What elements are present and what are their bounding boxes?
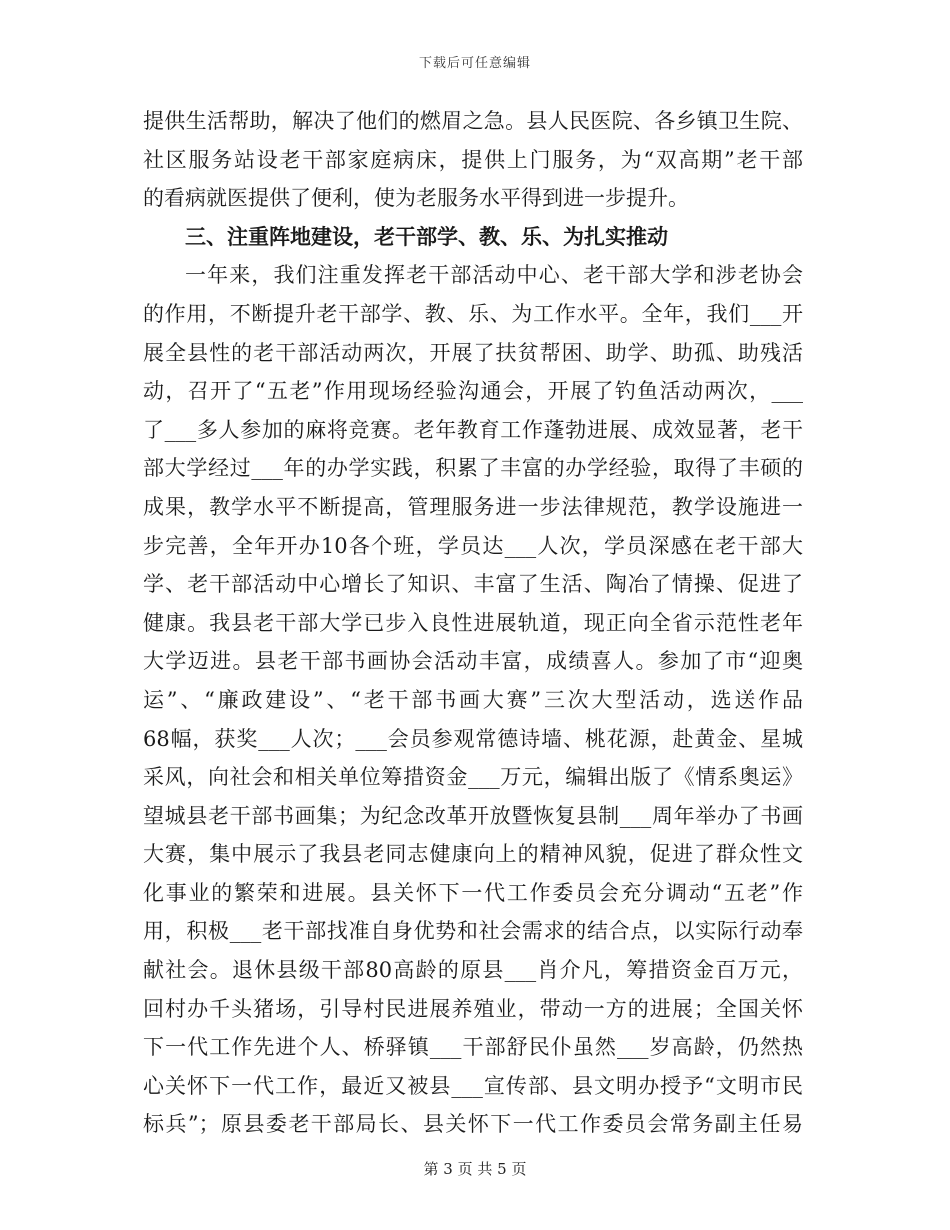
- text-line: 运”、“廉政建设”、“老干部书画大赛”三次大型活动，选送作品: [143, 687, 803, 712]
- text-line: 步完善，全年开办10各个班，学员达___人次，学员深感在老干部大: [143, 533, 803, 558]
- text-line: 用，积极___老干部找准自身优势和社会需求的结合点，以实际行动奉: [143, 919, 803, 944]
- section-heading: 三、注重阵地建设，老干部学、教、乐、为扎实推动: [185, 223, 668, 249]
- text-line: 部大学经过___年的办学实践，积累了丰富的办学经验，取得了丰硕的: [143, 456, 803, 481]
- text-line: 学、老干部活动中心增长了知识、丰富了生活、陶冶了情操、促进了: [143, 572, 803, 597]
- text-line: 献社会。退休县级干部80高龄的原县___肖介凡，筹措资金百万元，: [143, 958, 803, 983]
- text-line: 展全县性的老干部活动两次，开展了扶贫帮困、助学、助孤、助残活: [143, 340, 803, 365]
- text-line: 提供生活帮助，解决了他们的燃眉之急。县人民医院、各乡镇卫生院、: [143, 109, 803, 133]
- page-header: 下载后可任意编辑: [418, 56, 531, 71]
- text-line: 了___多人参加的麻将竞赛。老年教育工作蓬勃进展、成效显著，老干: [143, 417, 803, 442]
- text-line: 标兵”；原县委老干部局长、县关怀下一代工作委员会常务副主任易: [143, 1112, 803, 1137]
- text-line: 大学迈进。县老干部书画协会活动丰富，成绩喜人。参加了市“迎奥: [143, 649, 803, 674]
- text-line: 68幅，获奖___人次；___会员参观常德诗墙、桃花源，赴黄金、星城: [143, 726, 803, 751]
- text-line: 社区服务站设老干部家庭病床，提供上门服务，为“双高期”老干部: [143, 147, 803, 172]
- text-line: 大赛，集中展示了我县老同志健康向上的精神风貌，促进了群众性文: [143, 842, 803, 867]
- page-footer: 第 3 页 共 5 页: [423, 1160, 527, 1178]
- text-line: 回村办千头猪场，引导村民进展养殖业，带动一方的进展；全国关怀: [143, 996, 803, 1021]
- text-line: 心关怀下一代工作，最近又被县___宣传部、县文明办授予“文明市民: [143, 1073, 803, 1098]
- text-line: 动，召开了“五老”作用现场经验沟通会，开展了钓鱼活动两次，___: [143, 379, 803, 404]
- text-line: 成果，教学水平不断提高，管理服务进一步法律规范，教学设施进一: [143, 494, 803, 519]
- body-text: [143, 102, 803, 1144]
- text-line: 化事业的繁荣和进展。县关怀下一代工作委员会充分调动“五老”作: [143, 880, 803, 905]
- text-line: 下一代工作先进个人、桥驿镇___干部舒民仆虽然___岁高龄，仍然热: [143, 1035, 803, 1060]
- text-line: 健康。我县老干部大学已步入良性进展轨道，现正向全省示范性老年: [143, 610, 803, 635]
- text-line: 望城县老干部书画集；为纪念改革开放暨恢复县制___周年举办了书画: [143, 803, 803, 828]
- text-line: 的作用，不断提升老干部学、教、乐、为工作水平。全年，我们___开: [143, 301, 803, 326]
- text-line: 一年来，我们注重发挥老干部活动中心、老干部大学和涉老协会: [185, 263, 803, 288]
- text-line: 的看病就医提供了便利，使为老服务水平得到进一步提升。: [143, 186, 689, 211]
- text-line: 采风，向社会和相关单位筹措资金___万元，编辑出版了《情系奥运》: [143, 765, 803, 790]
